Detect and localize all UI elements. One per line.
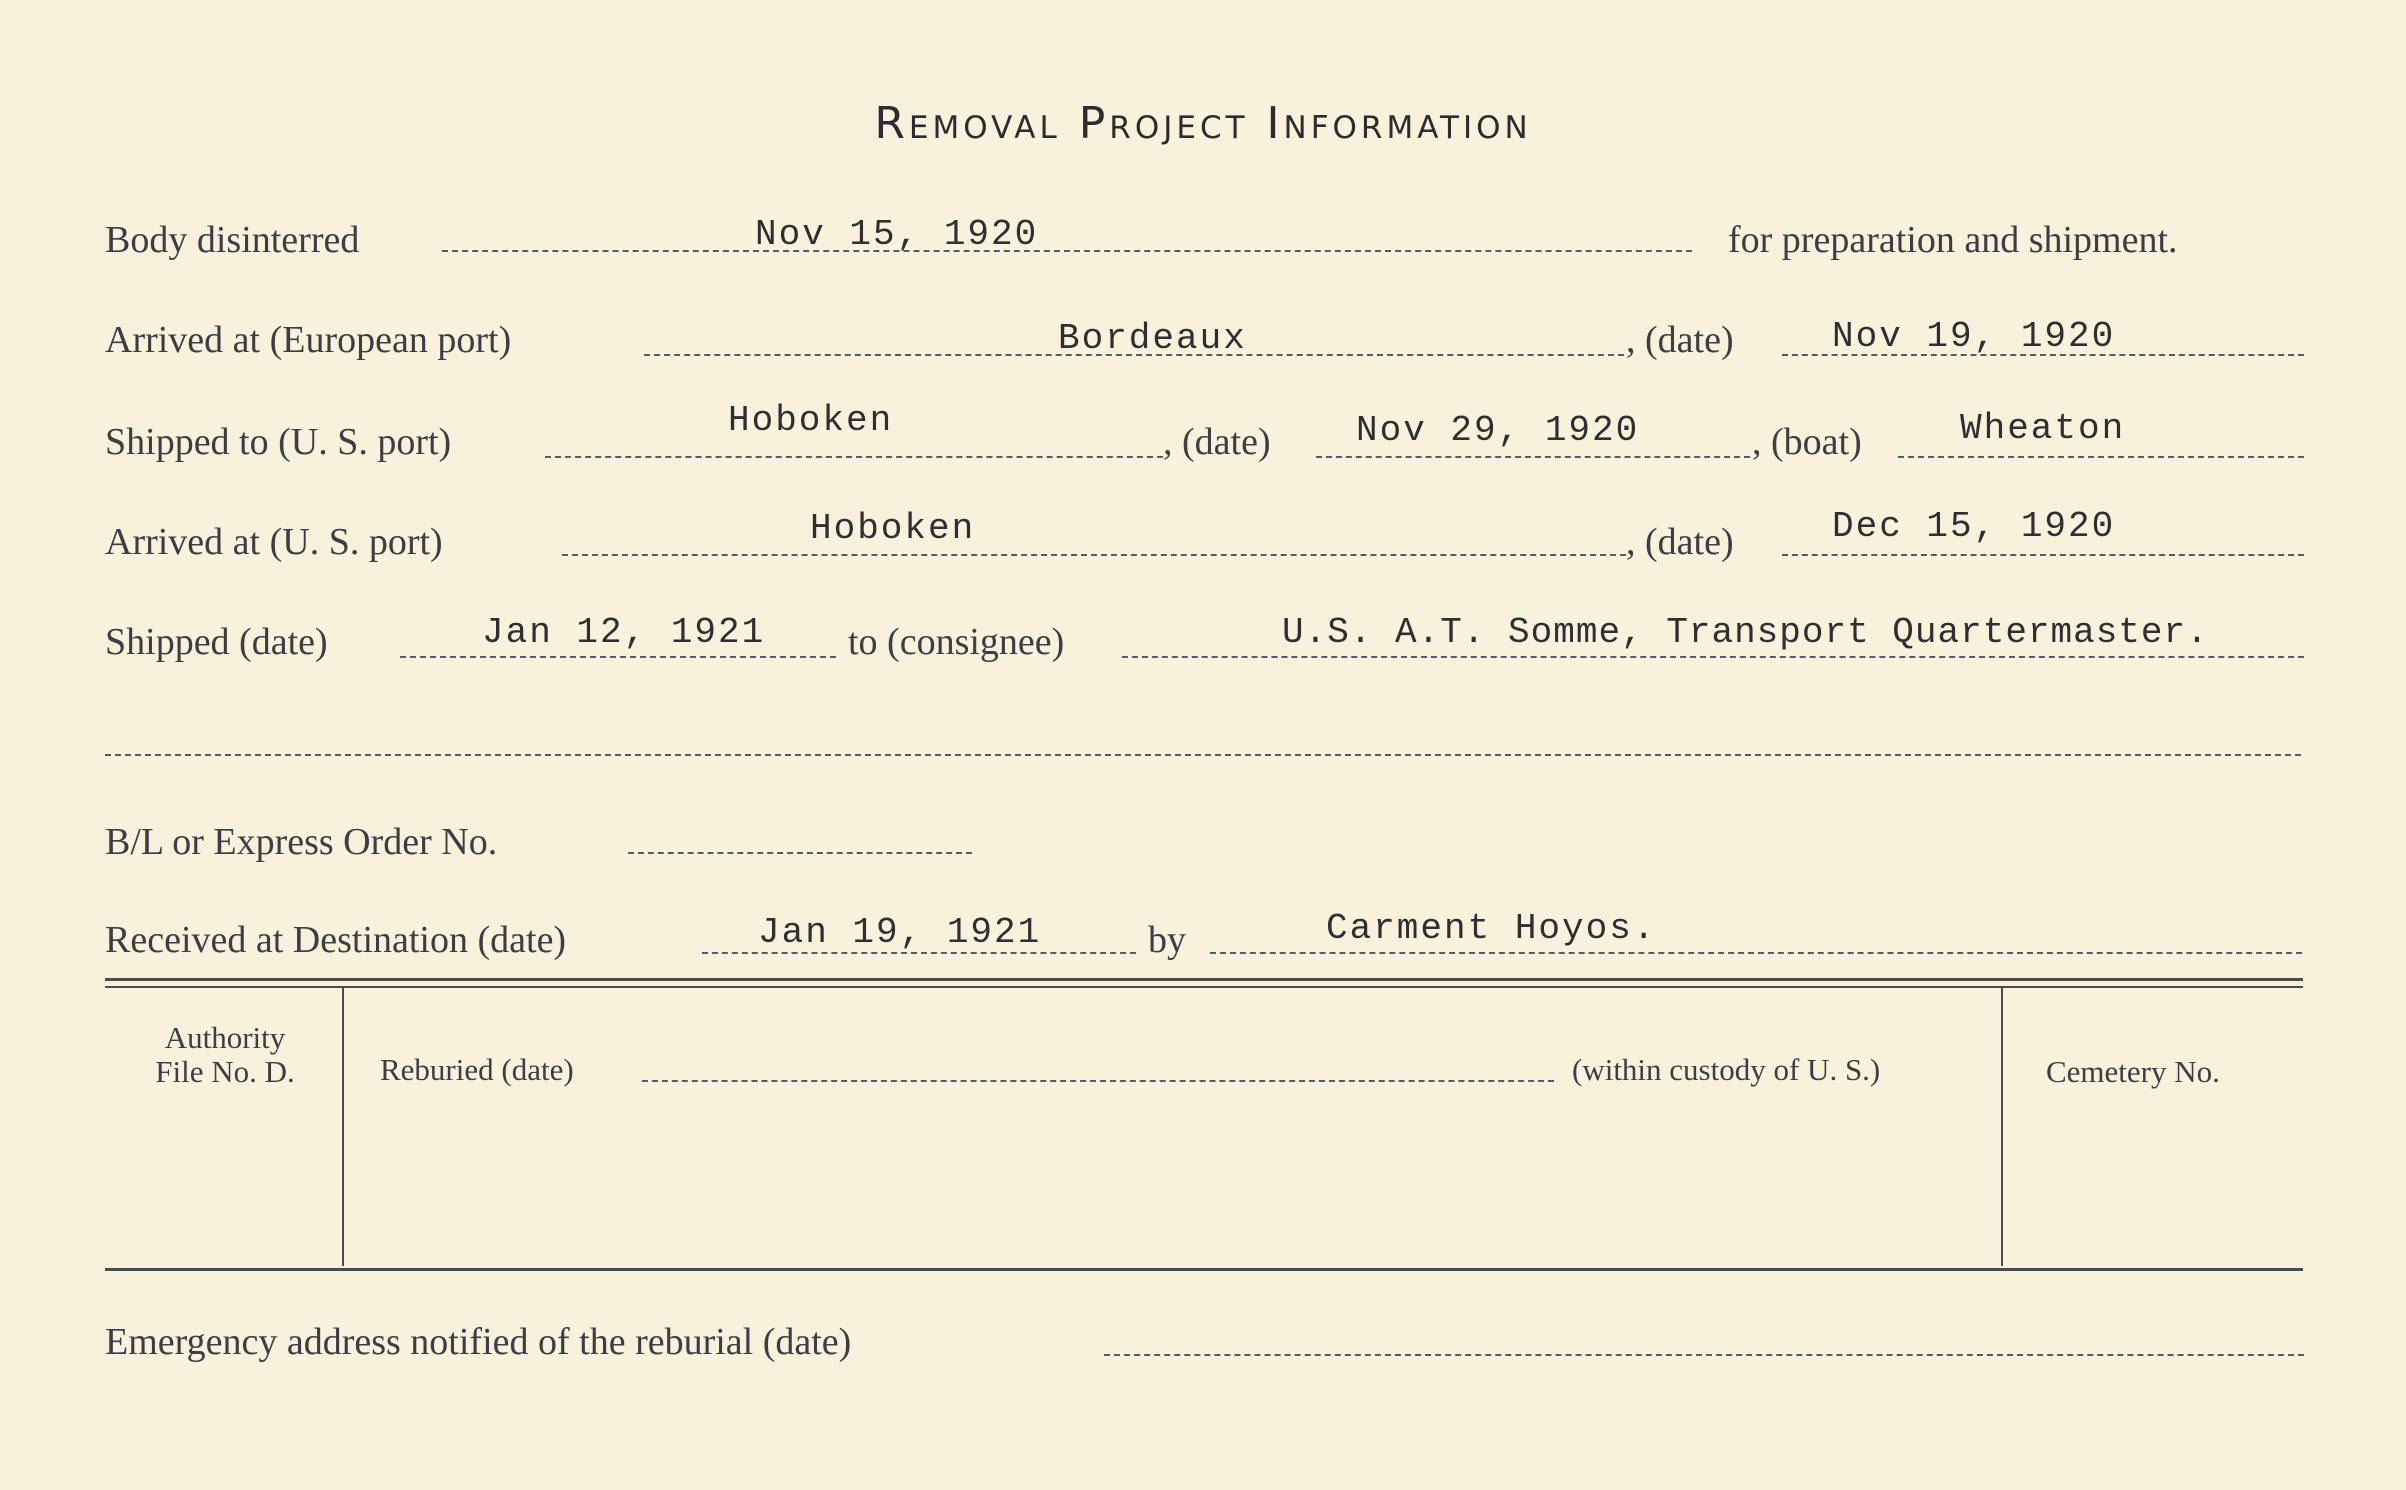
boat-line	[1898, 456, 2304, 458]
consignee-label: to (consignee)	[848, 621, 1065, 663]
card-title: Removal Project Information	[874, 98, 1532, 149]
cemetery-no-label: Cemetery No.	[2046, 1054, 2220, 1089]
reburied-label: Reburied (date)	[380, 1052, 574, 1087]
received-by-value: Carment Hoyos.	[1326, 908, 1657, 949]
table-top-rule-2	[105, 986, 2303, 988]
authority-label: Authority	[164, 1020, 286, 1055]
bl-order-line	[628, 852, 972, 854]
emergency-label: Emergency address notified of the reburial (date)	[105, 1321, 852, 1363]
us-port-arrived-value: Hoboken	[810, 508, 976, 549]
european-date-label: , (date)	[1626, 319, 1734, 361]
table-top-rule-1	[105, 978, 2303, 981]
shipped-on-value: Jan 12, 1921	[482, 612, 766, 653]
us-port-shipped-line	[545, 456, 1163, 458]
disinterred-date-value: Nov 15, 1920	[755, 214, 1039, 255]
bl-order-label: B/L or Express Order No.	[105, 821, 498, 863]
emergency-line	[1104, 1354, 2304, 1356]
shipped-date-line	[1316, 456, 1750, 458]
body-disinterred-label: Body disinterred	[105, 219, 360, 261]
shipped-date-label: , (date)	[1163, 421, 1271, 463]
received-destination-label: Received at Destination (date)	[105, 919, 567, 961]
shipped-on-label: Shipped (date)	[105, 621, 328, 663]
table-divider-left	[342, 988, 344, 1266]
boat-value: Wheaton	[1960, 408, 2126, 449]
consignee-line	[1122, 656, 2304, 658]
consignee-value: U.S. A.T. Somme, Transport Quartermaster.	[1282, 612, 2209, 653]
arrived-date-value: Dec 15, 1920	[1832, 506, 2116, 547]
body-disinterred-line	[442, 250, 1692, 252]
european-port-value: Bordeaux	[1058, 318, 1247, 359]
us-port-shipped-value: Hoboken	[728, 400, 894, 441]
shipped-date-value: Nov 29, 1920	[1356, 410, 1640, 451]
by-label: by	[1148, 919, 1186, 961]
arrived-date-label: , (date)	[1626, 521, 1734, 563]
received-by-line	[1210, 952, 2302, 954]
shipped-to-us-label: Shipped to (U. S. port)	[105, 421, 452, 463]
received-date-value: Jan 19, 1921	[758, 912, 1042, 953]
boat-label: , (boat)	[1752, 421, 1862, 463]
arrived-date-line	[1782, 554, 2304, 556]
within-custody-label: (within custody of U. S.)	[1572, 1052, 1881, 1087]
file-no-label: File No. D.	[155, 1054, 295, 1089]
preparation-label: for preparation and shipment.	[1728, 219, 2178, 261]
table-bottom-rule	[105, 1268, 2303, 1271]
us-port-arrived-line	[562, 554, 1626, 556]
shipped-on-line	[400, 656, 836, 658]
arrived-european-label: Arrived at (European port)	[105, 319, 512, 361]
arrived-us-label: Arrived at (U. S. port)	[105, 521, 443, 563]
blank-line	[105, 754, 2301, 756]
european-date-value: Nov 19, 1920	[1832, 316, 2116, 357]
reburied-line	[642, 1080, 1554, 1082]
table-divider-right	[2001, 988, 2003, 1266]
